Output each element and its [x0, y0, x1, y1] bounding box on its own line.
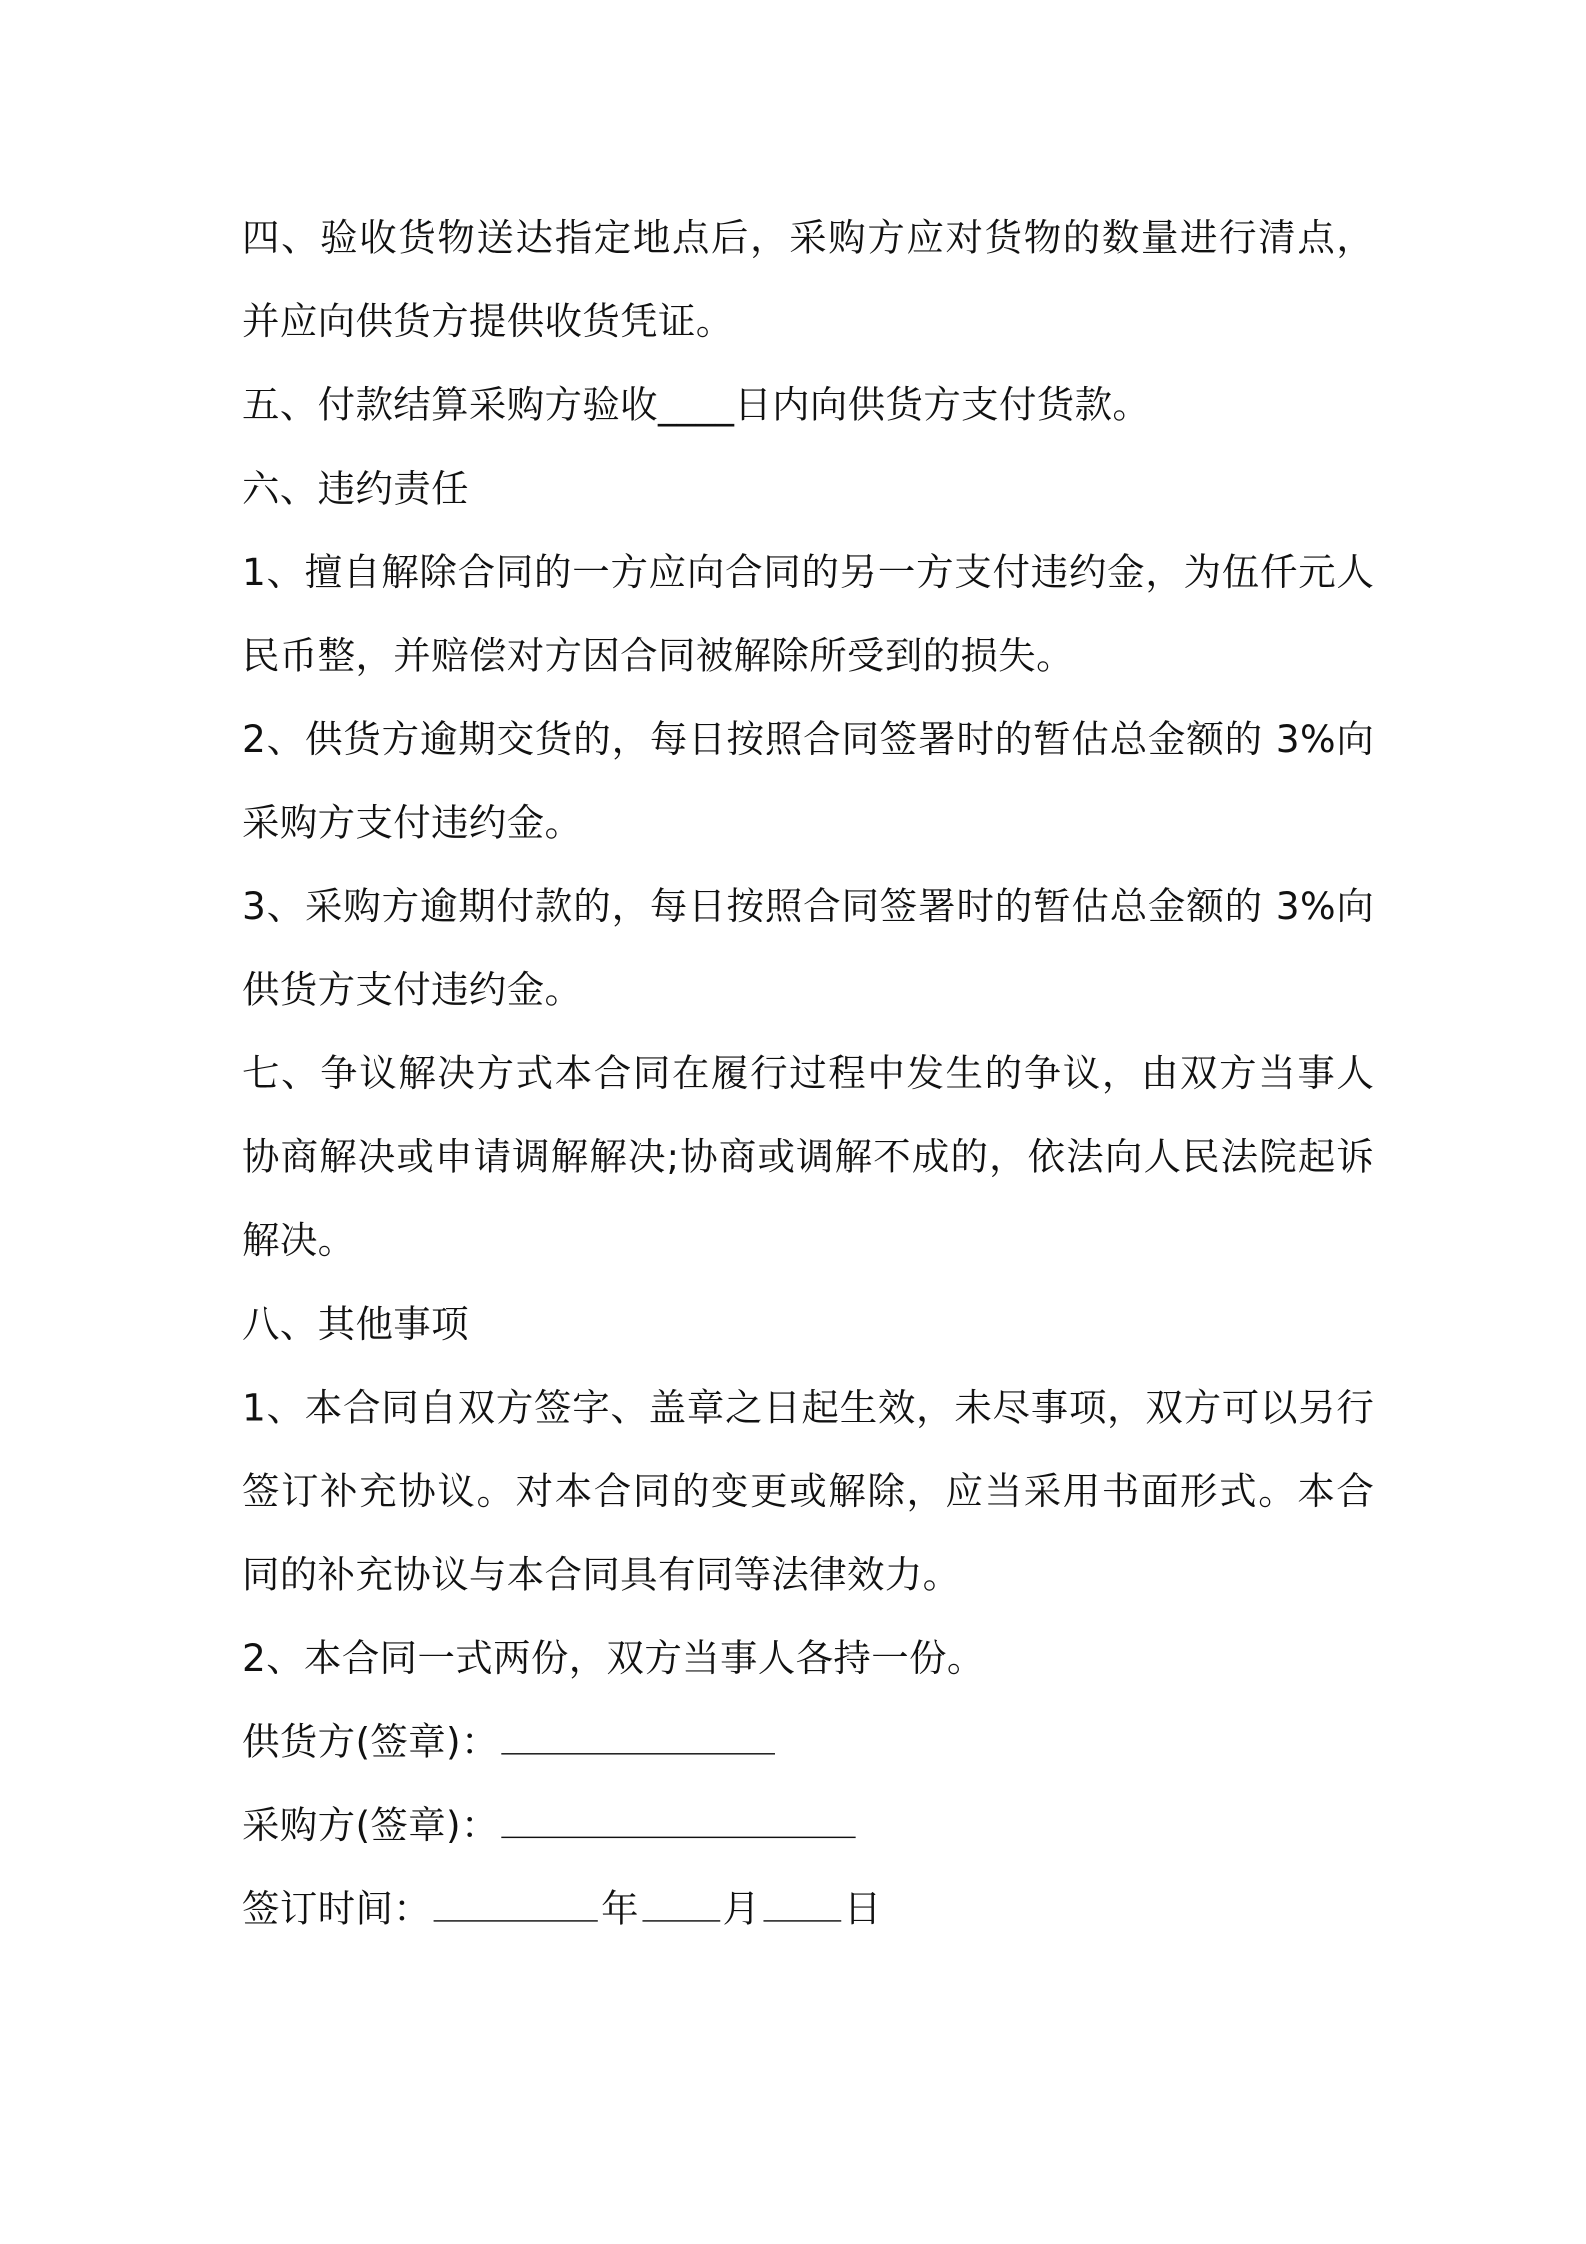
liability-item-3: 3、采购方逾期付款的，每日按照合同签署时的暂估总金额的 3%向供货方支付违约金。 — [242, 885, 1375, 1013]
month-blank — [642, 1886, 720, 1922]
day-blank — [763, 1886, 841, 1922]
signing-date-label: 签订时间： — [242, 1888, 432, 1932]
other-item-1: 1、本合同自双方签字、盖章之日起生效，未尽事项，双方可以另行签订补充协议。对本合同的变更或解除，应当采用书面形式。本合同的补充协议与本合同具有同等法律效力。 — [242, 1387, 1375, 1598]
clause-acceptance: 四、验收货物送达指定地点后，采购方应对货物的数量进行清点，并应向供货方提供收货凭证。 — [242, 217, 1375, 345]
clause-dispute: 七、争议解决方式本合同在履行过程中发生的争议，由双方当事人协商解决或申请调解解决;协商或调解不成的，依法向人民法院起诉解决。 — [242, 1053, 1375, 1264]
day-label: 日 — [843, 1888, 882, 1932]
contract-body — [242, 197, 1374, 1952]
buyer-signature-blank — [502, 1802, 856, 1838]
buyer-signature-label: 采购方(签章)： — [242, 1804, 499, 1849]
liability-item-1: 1、擅自解除合同的一方应向合同的另一方支付违约金，为伍仟元人民币整，并赔偿对方因合同被解除所受到的损失。 — [242, 551, 1375, 679]
clause-payment: 五、付款结算采购方验收____日内向供货方支付货款。 — [242, 384, 1151, 428]
month-label: 月 — [722, 1888, 761, 1932]
supplier-signature-blank — [502, 1719, 776, 1755]
year-label: 年 — [601, 1888, 639, 1932]
other-item-2: 2、本合同一式两份，双方当事人各持一份。 — [242, 1637, 985, 1682]
supplier-signature-label: 供货方(签章)： — [242, 1721, 499, 1765]
signing-date-row — [242, 1868, 1374, 1952]
liability-item-2: 2、供货方逾期交货的，每日按照合同签署时的暂估总金额的 3%向采购方支付违约金。 — [242, 718, 1375, 846]
heading-liability: 六、违约责任 — [242, 468, 469, 512]
year-blank — [434, 1886, 598, 1922]
buyer-signature-row — [242, 1785, 1374, 1869]
heading-other-matters: 八、其他事项 — [242, 1303, 469, 1347]
supplier-signature-row — [242, 1701, 1374, 1785]
